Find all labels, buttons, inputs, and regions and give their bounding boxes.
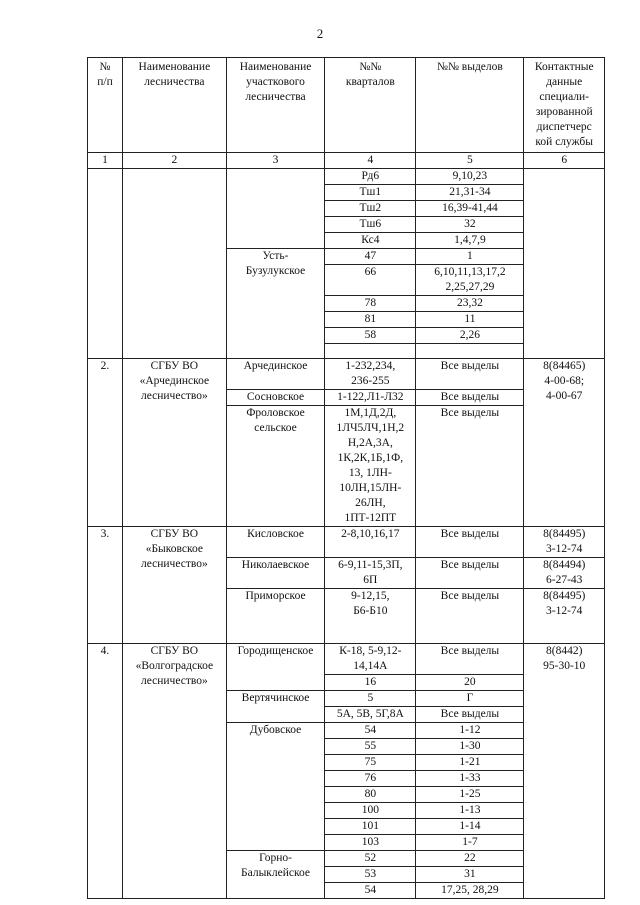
allotment-cell: Все выделы: [416, 527, 524, 558]
district-name-cell: Арчединское: [226, 359, 325, 390]
contact-cell: 8(84495) 3-12-74: [524, 589, 605, 644]
table-row: [88, 527, 605, 558]
quarter-cell: 6-9,11-15,3П, 6П: [325, 558, 416, 589]
forestry-table: [87, 57, 605, 899]
column-number: 6: [524, 153, 605, 169]
header-allotments: №№ выделов: [416, 58, 524, 153]
quarter-cell: Тш1: [325, 185, 416, 201]
quarter-cell: 78: [325, 296, 416, 312]
district-name-cell: Сосновское: [226, 390, 325, 406]
district-name-cell: Дубовское: [226, 723, 325, 851]
forestry-name-cell: [122, 169, 226, 359]
district-name-cell: Горно- Балыклейское: [226, 851, 325, 899]
allotment-cell: 1-25: [416, 787, 524, 803]
quarter-cell: Тш2: [325, 201, 416, 217]
contact-cell: 8(84494) 6-27-43: [524, 558, 605, 589]
table-row: [88, 169, 605, 185]
quarter-cell: 5А, 5В, 5Г,8А: [325, 707, 416, 723]
column-number: 4: [325, 153, 416, 169]
district-name-cell: [226, 169, 325, 249]
quarter-cell: 1М,1Д,2Д, 1ЛЧ5ЛЧ,1Н,2 Н,2А,3А, 1К,2К,1Б,1Ф, 13, 1ЛН- 10ЛН,15ЛН- 26ЛН, 1ПТ-12ПТ: [325, 406, 416, 527]
allotment-cell: 32: [416, 217, 524, 233]
column-number-row: [88, 153, 605, 169]
column-number: 5: [416, 153, 524, 169]
allotment-cell: 1-12: [416, 723, 524, 739]
quarter-cell: 1-122,Л1-Л32: [325, 390, 416, 406]
allotment-cell: 1-21: [416, 755, 524, 771]
quarter-cell: 66: [325, 265, 416, 296]
allotment-cell: 1-14: [416, 819, 524, 835]
allotment-cell: 1-30: [416, 739, 524, 755]
allotment-cell: 11: [416, 312, 524, 328]
allotment-cell: Все выделы: [416, 390, 524, 406]
quarter-cell: 2-8,10,16,17: [325, 527, 416, 558]
quarter-cell: Тш6: [325, 217, 416, 233]
quarter-cell: 52: [325, 851, 416, 867]
quarter-cell: Кс4: [325, 233, 416, 249]
contact-cell: 8(8442) 95-30-10: [524, 644, 605, 899]
forestry-name-cell: СГБУ ВО «Арчединское лесничество»: [122, 359, 226, 527]
quarter-cell: 101: [325, 819, 416, 835]
header-number: № п/п: [88, 58, 123, 153]
allotment-cell: 20: [416, 675, 524, 691]
quarter-cell: 47: [325, 249, 416, 265]
district-name-cell: Фроловское сельское: [226, 406, 325, 527]
row-number-cell: 4.: [88, 644, 123, 899]
column-number: 2: [122, 153, 226, 169]
allotment-cell: 17,25, 28,29: [416, 883, 524, 899]
quarter-cell: К-18, 5-9,12- 14,14А: [325, 644, 416, 675]
quarter-cell: 53: [325, 867, 416, 883]
quarter-cell: Рд6: [325, 169, 416, 185]
forestry-name-cell: СГБУ ВО «Волгоградское лесничество»: [122, 644, 226, 899]
quarter-cell: 55: [325, 739, 416, 755]
quarter-cell: 5: [325, 691, 416, 707]
contact-cell: 8(84465) 4-00-68; 4-00-67: [524, 359, 605, 527]
allotment-cell: 1-33: [416, 771, 524, 787]
page-number: 2: [316, 26, 324, 41]
contact-cell: 8(84495) 3-12-74: [524, 527, 605, 558]
quarter-cell: 103: [325, 835, 416, 851]
district-name-cell: Вертячинское: [226, 691, 325, 723]
allotment-cell: 16,39-41,44: [416, 201, 524, 217]
column-number: 1: [88, 153, 123, 169]
row-number-cell: [88, 169, 123, 359]
allotment-cell: [416, 344, 524, 359]
district-name-cell: Городищенское: [226, 644, 325, 691]
table-body: [88, 153, 605, 899]
allotment-cell: 31: [416, 867, 524, 883]
table-row: [88, 359, 605, 390]
allotment-cell: 1-13: [416, 803, 524, 819]
quarter-cell: 9-12,15, Б6-Б10: [325, 589, 416, 644]
district-name-cell: Кисловское: [226, 527, 325, 558]
column-number: 3: [226, 153, 325, 169]
header-contacts: Контактные данные специали- зированной диспетчерс кой службы: [524, 58, 605, 153]
quarter-cell: 75: [325, 755, 416, 771]
quarter-cell: 76: [325, 771, 416, 787]
header-row: [88, 58, 605, 153]
allotment-cell: 1,4,7,9: [416, 233, 524, 249]
header-quarters: №№ кварталов: [325, 58, 416, 153]
allotment-cell: Все выделы: [416, 644, 524, 675]
allotment-cell: 23,32: [416, 296, 524, 312]
allotment-cell: 6,10,11,13,17,2 2,25,27,29: [416, 265, 524, 296]
district-name-cell: Николаевское: [226, 558, 325, 589]
header-district-forestry: Наименование участкового лесничества: [226, 58, 325, 153]
allotment-cell: 2,26: [416, 328, 524, 344]
allotment-cell: Все выделы: [416, 589, 524, 644]
district-name-cell: Усть- Бузулукское: [226, 249, 325, 359]
allotment-cell: Все выделы: [416, 406, 524, 527]
row-number-cell: 2.: [88, 359, 123, 527]
district-name-cell: Приморское: [226, 589, 325, 644]
allotment-cell: 9,10,23: [416, 169, 524, 185]
contact-cell: [524, 169, 605, 359]
quarter-cell: 81: [325, 312, 416, 328]
quarter-cell: 16: [325, 675, 416, 691]
quarter-cell: 80: [325, 787, 416, 803]
allotment-cell: Г: [416, 691, 524, 707]
row-number-cell: 3.: [88, 527, 123, 644]
quarter-cell: 100: [325, 803, 416, 819]
allotment-cell: 1: [416, 249, 524, 265]
allotment-cell: Все выделы: [416, 707, 524, 723]
allotment-cell: 1-7: [416, 835, 524, 851]
quarter-cell: 54: [325, 883, 416, 899]
allotment-cell: Все выделы: [416, 558, 524, 589]
allotment-cell: Все выделы: [416, 359, 524, 390]
quarter-cell: 1-232,234, 236-255: [325, 359, 416, 390]
header-forestry: Наименование лесничества: [122, 58, 226, 153]
allotment-cell: 21,31-34: [416, 185, 524, 201]
forestry-name-cell: СГБУ ВО «Быковское лесничество»: [122, 527, 226, 644]
quarter-cell: [325, 344, 416, 359]
allotment-cell: 22: [416, 851, 524, 867]
quarter-cell: 54: [325, 723, 416, 739]
quarter-cell: 58: [325, 328, 416, 344]
table-row: [88, 644, 605, 675]
